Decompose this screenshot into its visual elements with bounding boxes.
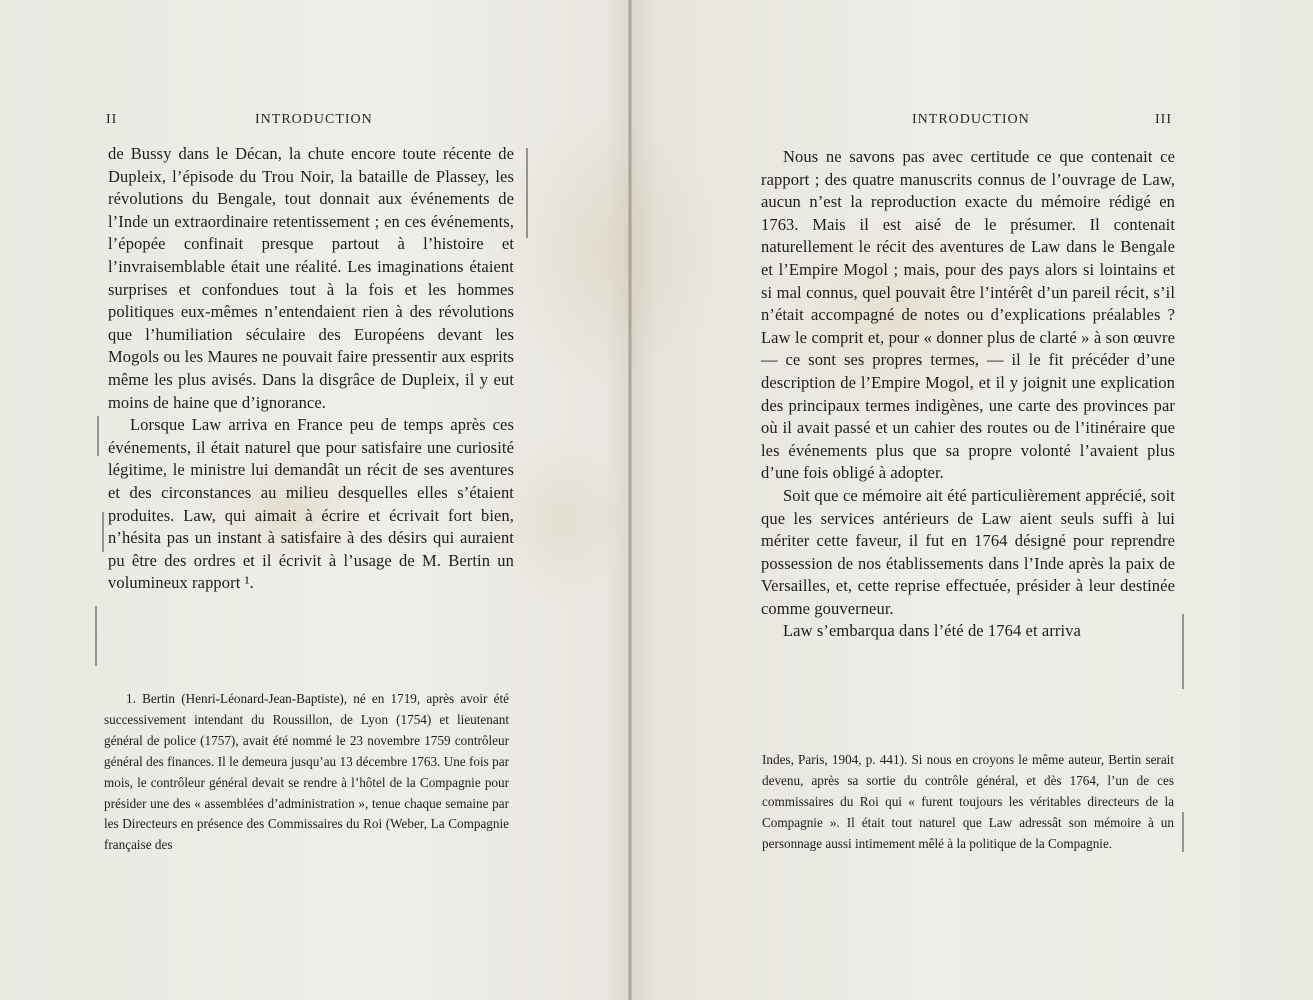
left-footnote-text: 1. Bertin (Henri-Léonard-Jean-Baptiste), né en 1719, après avoir été successivement intendant du Roussillon, de Lyon (1754) et lieutenant général de police (1757), avait été nommé le 23 novembre 1759 contrôleur général des finances. Il le demeura jusqu’au 13 décembre 1763. Une fois par mois, le contrôleur général devait se rendre à l’hôtel de la Compagnie pour présider une des « assemblées d’administration », tenue chaque semaine par les Directeurs en présence des Commissaires du Roi (Weber, La Compagnie française des <box>104 691 509 853</box>
right-paragraph-1: Nous ne savons pas avec certitude ce que contenait ce rapport ; des quatre manuscrits connus de l’ouvrage de Law, aucun n’est la reproduction exacte du mémoire rédigé en 1763. Mais il est aisé de le présumer. Il contenait naturellement le récit des aventures de Law dans le Bengale et l’Empire Mogol ; mais, pour des pays alors si lointains et si mal connus, quel pouvait être l’intérêt d’un pareil récit, s’il n’était accompagné de notes ou d’explications préalables ? Law le comprit et, pour « donner plus de clarté » à son œuvre — ce sont ses propres termes, — il le fit précéder d’une description de l’Empire Mogol, et il y joignit une explication des principaux termes indigènes, une carte des provinces par où il avait passé et un cahier des routes ou de l’itinéraire que les événements plus que sa propre volonté l’avaient plus d’une fois obligé à adopter. <box>761 147 1175 483</box>
right-footnote <box>762 750 1174 855</box>
left-body-text <box>108 143 514 595</box>
right-footnote-text: Indes, Paris, 1904, p. 441). Si nous en croyons le même auteur, Bertin serait devenu, après sa sortie du contrôle général, et dès 1764, l’un de ces commissaires du Roi qui « furent toujours les véritables directeurs de la Compagnie ». Il était tout naturel que Law adressât son mémoire à un personnage aussi intimement mêlé à la politique de la Compagnie. <box>762 752 1174 851</box>
pencil-margin-mark <box>97 416 99 456</box>
left-page <box>0 0 628 1000</box>
pencil-margin-mark <box>102 512 104 552</box>
pencil-margin-mark <box>1182 614 1184 689</box>
pencil-margin-mark <box>526 148 528 238</box>
left-running-head: INTRODUCTION <box>255 112 373 127</box>
left-paragraph-2: Lorsque Law arriva en France peu de temps après ces événements, il était naturel que pour satisfaire une curiosité légitime, le ministre lui demandât un récit de ses aventures et des circonstances au milieu desquelles elles s’étaient produites. Law, qui aimait à écrire et écrivait fort bien, n’hésita pas un instant à satisfaire à des désirs qui auraient pu être des ordres et il écrivit à l’usage de M. Bertin un volumineux rapport ¹. <box>108 415 514 593</box>
pencil-margin-mark <box>1182 812 1184 852</box>
right-page <box>632 0 1313 1000</box>
right-paragraph-2: Soit que ce mémoire ait été particulièrement apprécié, soit que les services antérieurs de Law aient seuls suffi à lui mériter cette faveur, il fut en 1764 désigné pour reprendre possession de nos établissements dans l’Inde après la paix de Versailles, et, cette reprise effectuée, présider à leur destinée comme gouverneur. <box>761 485 1175 618</box>
right-running-head: INTRODUCTION <box>912 112 1030 127</box>
left-paragraph-1: de Bussy dans le Décan, la chute encore toute récente de Dupleix, l’épisode du Trou Noir, la bataille de Plassey, les révolutions du Bengale, tout donnait aux événements de l’Inde un extraordinaire retentissement ; en ces événements, l’épopée confinait presque partout à l’histoire et l’invraisemblable était une réalité. Les imaginations étaient surprises et confondues tout à la fois et les hommes politiques eux-mêmes n’entendaient rien à des révolutions que l’humiliation séculaire des Européens devant les Mogols ou les Maures ne pouvait faire pressentir aux esprits même les plus avisés. Dans la disgrâce de Dupleix, il y eut moins de haine que d’ignorance. <box>108 144 514 412</box>
right-body-text <box>761 146 1175 643</box>
left-footnote <box>104 689 509 856</box>
right-paragraph-3: Law s’embarqua dans l’été de 1764 et arriva <box>783 621 1081 641</box>
right-page-number: III <box>1155 112 1172 127</box>
pencil-margin-mark <box>95 606 97 666</box>
left-page-number: II <box>106 112 118 127</box>
